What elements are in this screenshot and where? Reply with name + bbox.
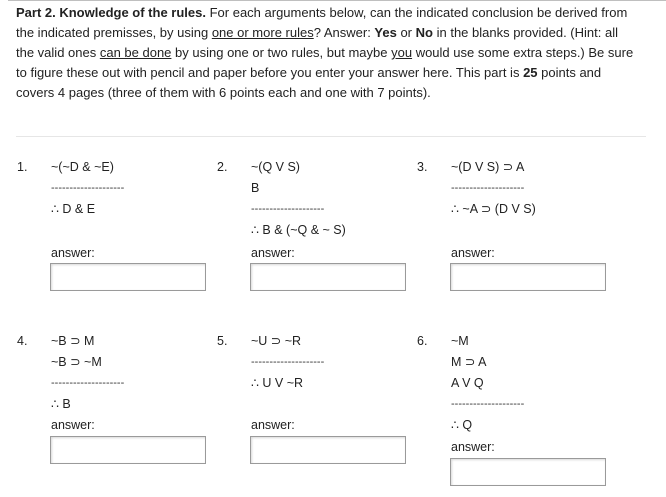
conclusion: ∴ B & (~Q & ~ S) (251, 223, 346, 237)
intro-text: would use some extra steps.) Be sure (412, 45, 634, 60)
premise: M ⊃ A (451, 355, 487, 369)
answer-label: answer: (451, 246, 495, 260)
problem-number: 3. (417, 160, 428, 174)
intro-text: the indicated premisses, by using (16, 25, 212, 40)
separator-line: -------------------- (251, 203, 325, 215)
problem-number: 1. (17, 160, 28, 174)
conclusion: ∴ U V ~R (251, 376, 304, 390)
intro-underline: can be done (99, 45, 172, 60)
intro-bold: 25 (523, 65, 538, 80)
separator-line: -------------------- (51, 377, 125, 389)
premise: ~B ⊃ M (51, 334, 95, 348)
premise: A V Q (451, 376, 484, 390)
intro-text: ? Answer: (313, 25, 375, 40)
conclusion: ∴ ~A ⊃ (D V S) (451, 202, 536, 216)
intro-text: to figure these out with pencil and paper before you enter your answer here. This part is (16, 65, 524, 80)
answer-label: answer: (251, 418, 295, 432)
problem-number: 6. (417, 334, 428, 348)
premise: ~U ⊃ ~R (251, 334, 302, 348)
separator-line: -------------------- (451, 182, 525, 194)
intro-text: or (396, 25, 416, 40)
premise: ~(Q V S) (251, 160, 300, 174)
intro-text: For each arguments below, can the indicated conclusion be derived from (205, 5, 628, 20)
premise: ~(~D & ~E) (51, 160, 114, 174)
conclusion: ∴ Q (451, 418, 473, 432)
premise: ~B ⊃ ~M (51, 355, 102, 369)
answer-label: answer: (51, 418, 95, 432)
intro-bold: No (415, 25, 433, 40)
premise: ~(D V S) ⊃ A (451, 160, 525, 174)
separator-line: -------------------- (51, 182, 125, 194)
intro-underline: you (391, 45, 413, 60)
answer-input-1[interactable] (50, 263, 206, 291)
problem-number: 5. (217, 334, 228, 348)
intro-underline: one or more rules (211, 25, 314, 40)
intro-bold: Yes (374, 25, 397, 40)
separator-line: -------------------- (451, 398, 525, 410)
problem-number: 2. (217, 160, 228, 174)
intro-text: in the blanks provided. (Hint: all (432, 25, 618, 40)
answer-input-4[interactable] (50, 436, 206, 464)
answer-input-5[interactable] (250, 436, 406, 464)
instructions (16, 3, 666, 103)
top-rule (8, 0, 666, 1)
problem-number: 4. (17, 334, 28, 348)
answer-input-3[interactable] (450, 263, 606, 291)
part-title: Part 2. Knowledge of the rules. (16, 5, 206, 20)
separator-line: -------------------- (251, 356, 325, 368)
premise: ~M (451, 334, 469, 348)
answer-label: answer: (251, 246, 295, 260)
answer-label: answer: (51, 246, 95, 260)
premise: B (251, 181, 260, 195)
answer-label: answer: (451, 440, 495, 454)
answer-input-2[interactable] (250, 263, 406, 291)
intro-text: covers 4 pages (three of them with 6 points each and one with 7 points). (16, 85, 431, 100)
intro-text: by using one or two rules, but maybe (171, 45, 392, 60)
intro-text: the valid ones (16, 45, 100, 60)
conclusion: ∴ D & E (51, 202, 96, 216)
conclusion: ∴ B (51, 397, 71, 411)
section-divider (16, 136, 646, 137)
answer-input-6[interactable] (450, 458, 606, 486)
intro-text: points and (537, 65, 602, 80)
